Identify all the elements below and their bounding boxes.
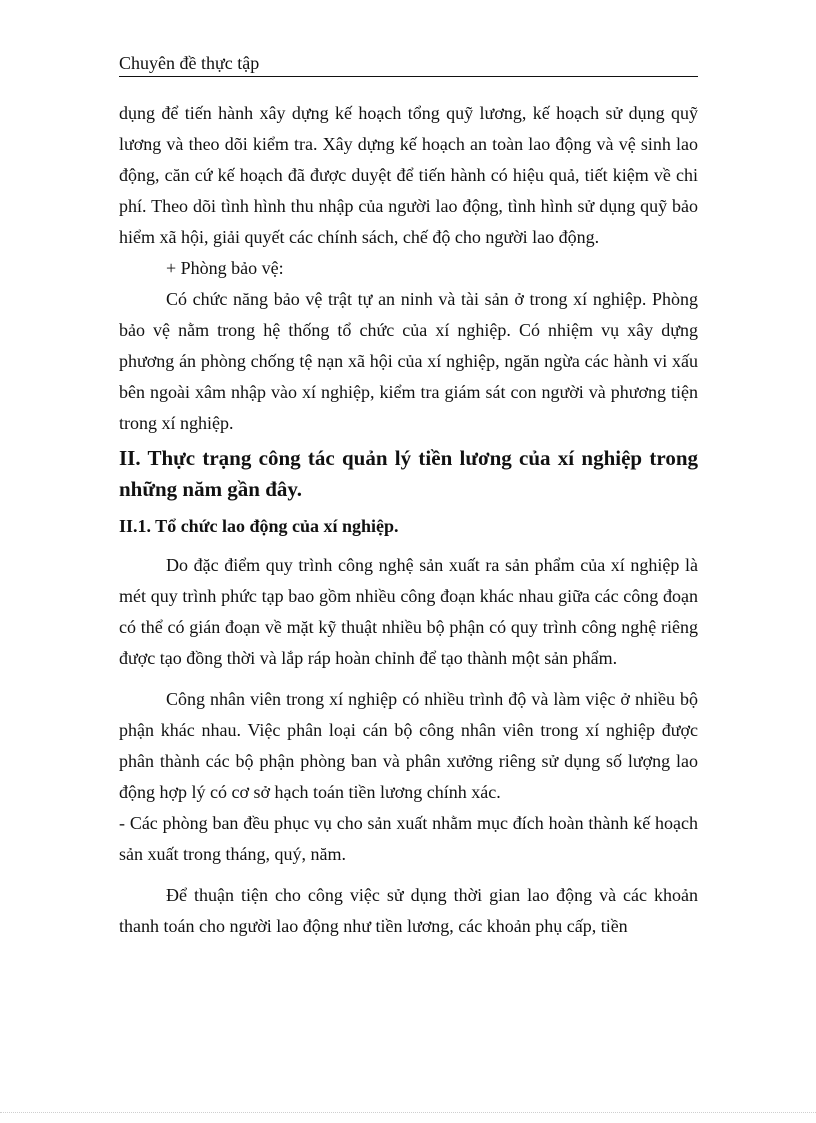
paragraph-payments: Để thuận tiện cho công việc sử dụng thời gian lao động và các khoản thanh toán cho người lao động như tiền lương, các khoản phụ cấp, tiền xyxy=(119,885,698,936)
paragraph-staff-classification: Công nhân viên trong xí nghiệp có nhiều trình độ và làm việc ở nhiều bộ phận khác nhau. Việc phân loại cán bộ công nhân viên trong xí nghiệp được phân thành các bộ phận phòng ban và phân xưởng riêng sử dụng số lượng lao động hợp lý có cơ sở hạch toán tiền lương chính xác. xyxy=(119,689,698,802)
paragraph-security-dept-duties: Có chức năng bảo vệ trật tự an ninh và tài sản ở trong xí nghiệp. Phòng bảo vệ nằm trong hệ thống tổ chức của xí nghiệp. Có nhiệm vụ xây dựng phương án phòng chống tệ nạn xã hội của xí nghiệp, ngăn ngừa các hành vi xấu bên ngoài xâm nhập vào xí nghiệp, kiểm tra giám sát con người và phương tiện trong xí nghiệp. xyxy=(119,289,698,433)
paragraph-security-dept-label: + Phòng bảo vệ: xyxy=(166,258,284,278)
page-bottom-border xyxy=(0,1112,816,1113)
page-header-title: Chuyên đề thực tập xyxy=(119,53,260,73)
paragraph-departments: - Các phòng ban đều phục vụ cho sản xuất nhằm mục đích hoàn thành kế hoạch sản xuất trong tháng, quý, năm. xyxy=(119,813,698,864)
section-heading: II. Thực trạng công tác quản lý tiền lương của xí nghiệp trong những năm gần đây. xyxy=(119,446,698,501)
paragraph-production-process: Do đặc điểm quy trình công nghệ sản xuất ra sản phẩm của xí nghiệp là mét quy trình phức tạp bao gồm nhiều công đoạn khác nhau giữa các công đoạn có thể có gián đoạn về mặt kỹ thuật nhiều bộ phận có quy trình công nghệ riêng được tạo đồng thời và lắp ráp hoàn chỉnh để tạo thành một sản phẩm. xyxy=(119,555,698,668)
header-divider xyxy=(119,76,698,77)
subsection-heading: II.1. Tổ chức lao động của xí nghiệp. xyxy=(119,516,399,536)
paragraph-labor-planning: dụng để tiến hành xây dựng kế hoạch tổng quỹ lương, kế hoạch sử dụng quỹ lương và theo dõi kiểm tra. Xây dựng kế hoạch an toàn lao động và vệ sinh lao động, căn cứ kế hoạch đã được duyệt để tiến hành có hiệu quả, tiết kiệm về chi phí. Theo dõi tình hình thu nhập của người lao động, tình hình sử dụng quỹ bảo hiểm xã hội, giải quyết các chính sách, chế độ cho người lao động. xyxy=(119,103,698,247)
document-body xyxy=(119,98,698,942)
